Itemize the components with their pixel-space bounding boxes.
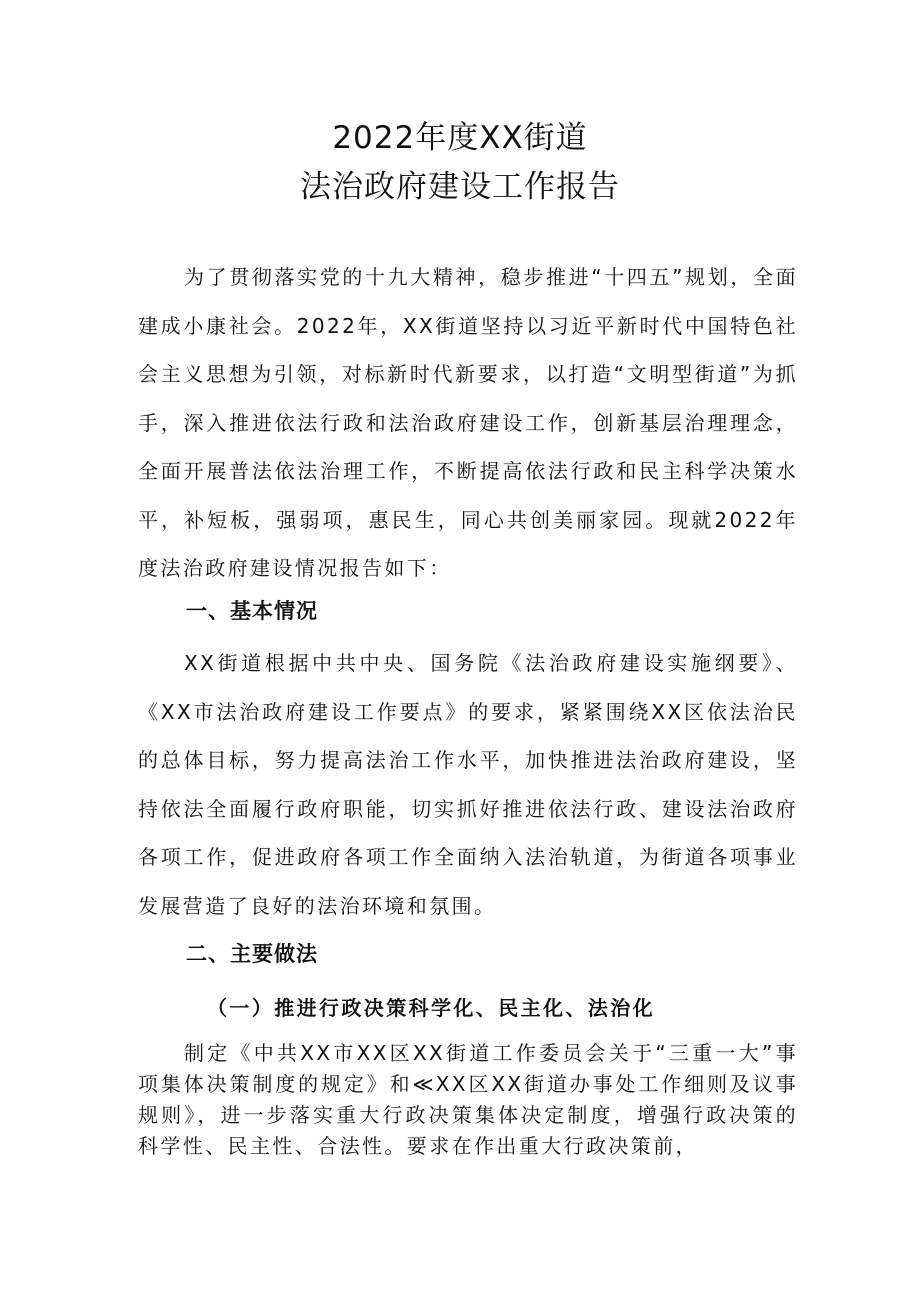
section-heading-basic-situation: 一、基本情况: [186, 599, 318, 623]
document-title-line1: 2022年度XX街道: [332, 120, 588, 156]
document-title-line2: 法治政府建设工作报告: [300, 169, 620, 205]
subsection-heading-decision-making: （一）推进行政决策科学化、民主化、法治化: [207, 996, 655, 1020]
section-heading-main-practices: 二、主要做法: [186, 942, 318, 966]
intro-paragraph: 为了贯彻落实党的十九大精神，稳步推进“十四五”规划，全面建成小康社会。2022年，XX街道坚持以习近平新时代中国特色社会主义思想为引领，对标新时代新要求，以打造“文明型街道”为抓手，深入推进依法行政和法治政府建设工作，创新基层治理理念，全面开展普法依法治理工作，不断提高依法行政和民主科学决策水平，补短板，强弱项，惠民生，同心共创美丽家园。现就2022年度法治政府建设情况报告如下：: [138, 265, 798, 580]
section1-paragraph: XX街道根据中共中央、国务院《法治政府建设实施纲要》、《XX市法治政府建设工作要点》的要求，紧紧围绕XX区依法治民的总体目标，努力提高法治工作水平，加快推进法治政府建设，坚持依法全面履行政府职能，切实抓好推进依法行政、建设法治政府各项工作，促进政府各项工作全面纳入法治轨道，为街道各项事业发展营造了良好的法治环境和氛围。: [138, 651, 798, 918]
subsection1-paragraph: 制定《中共XX市XX区XX街道工作委员会关于“三重一大”事项集体决策制度的规定》和≪XX区XX街道办事处工作细则及议事规则》，进一步落实重大行政决策集体决定制度，增强行政决策的科学性、民主性、合法性。要求在作出重大行政决策前，: [138, 1041, 798, 1158]
